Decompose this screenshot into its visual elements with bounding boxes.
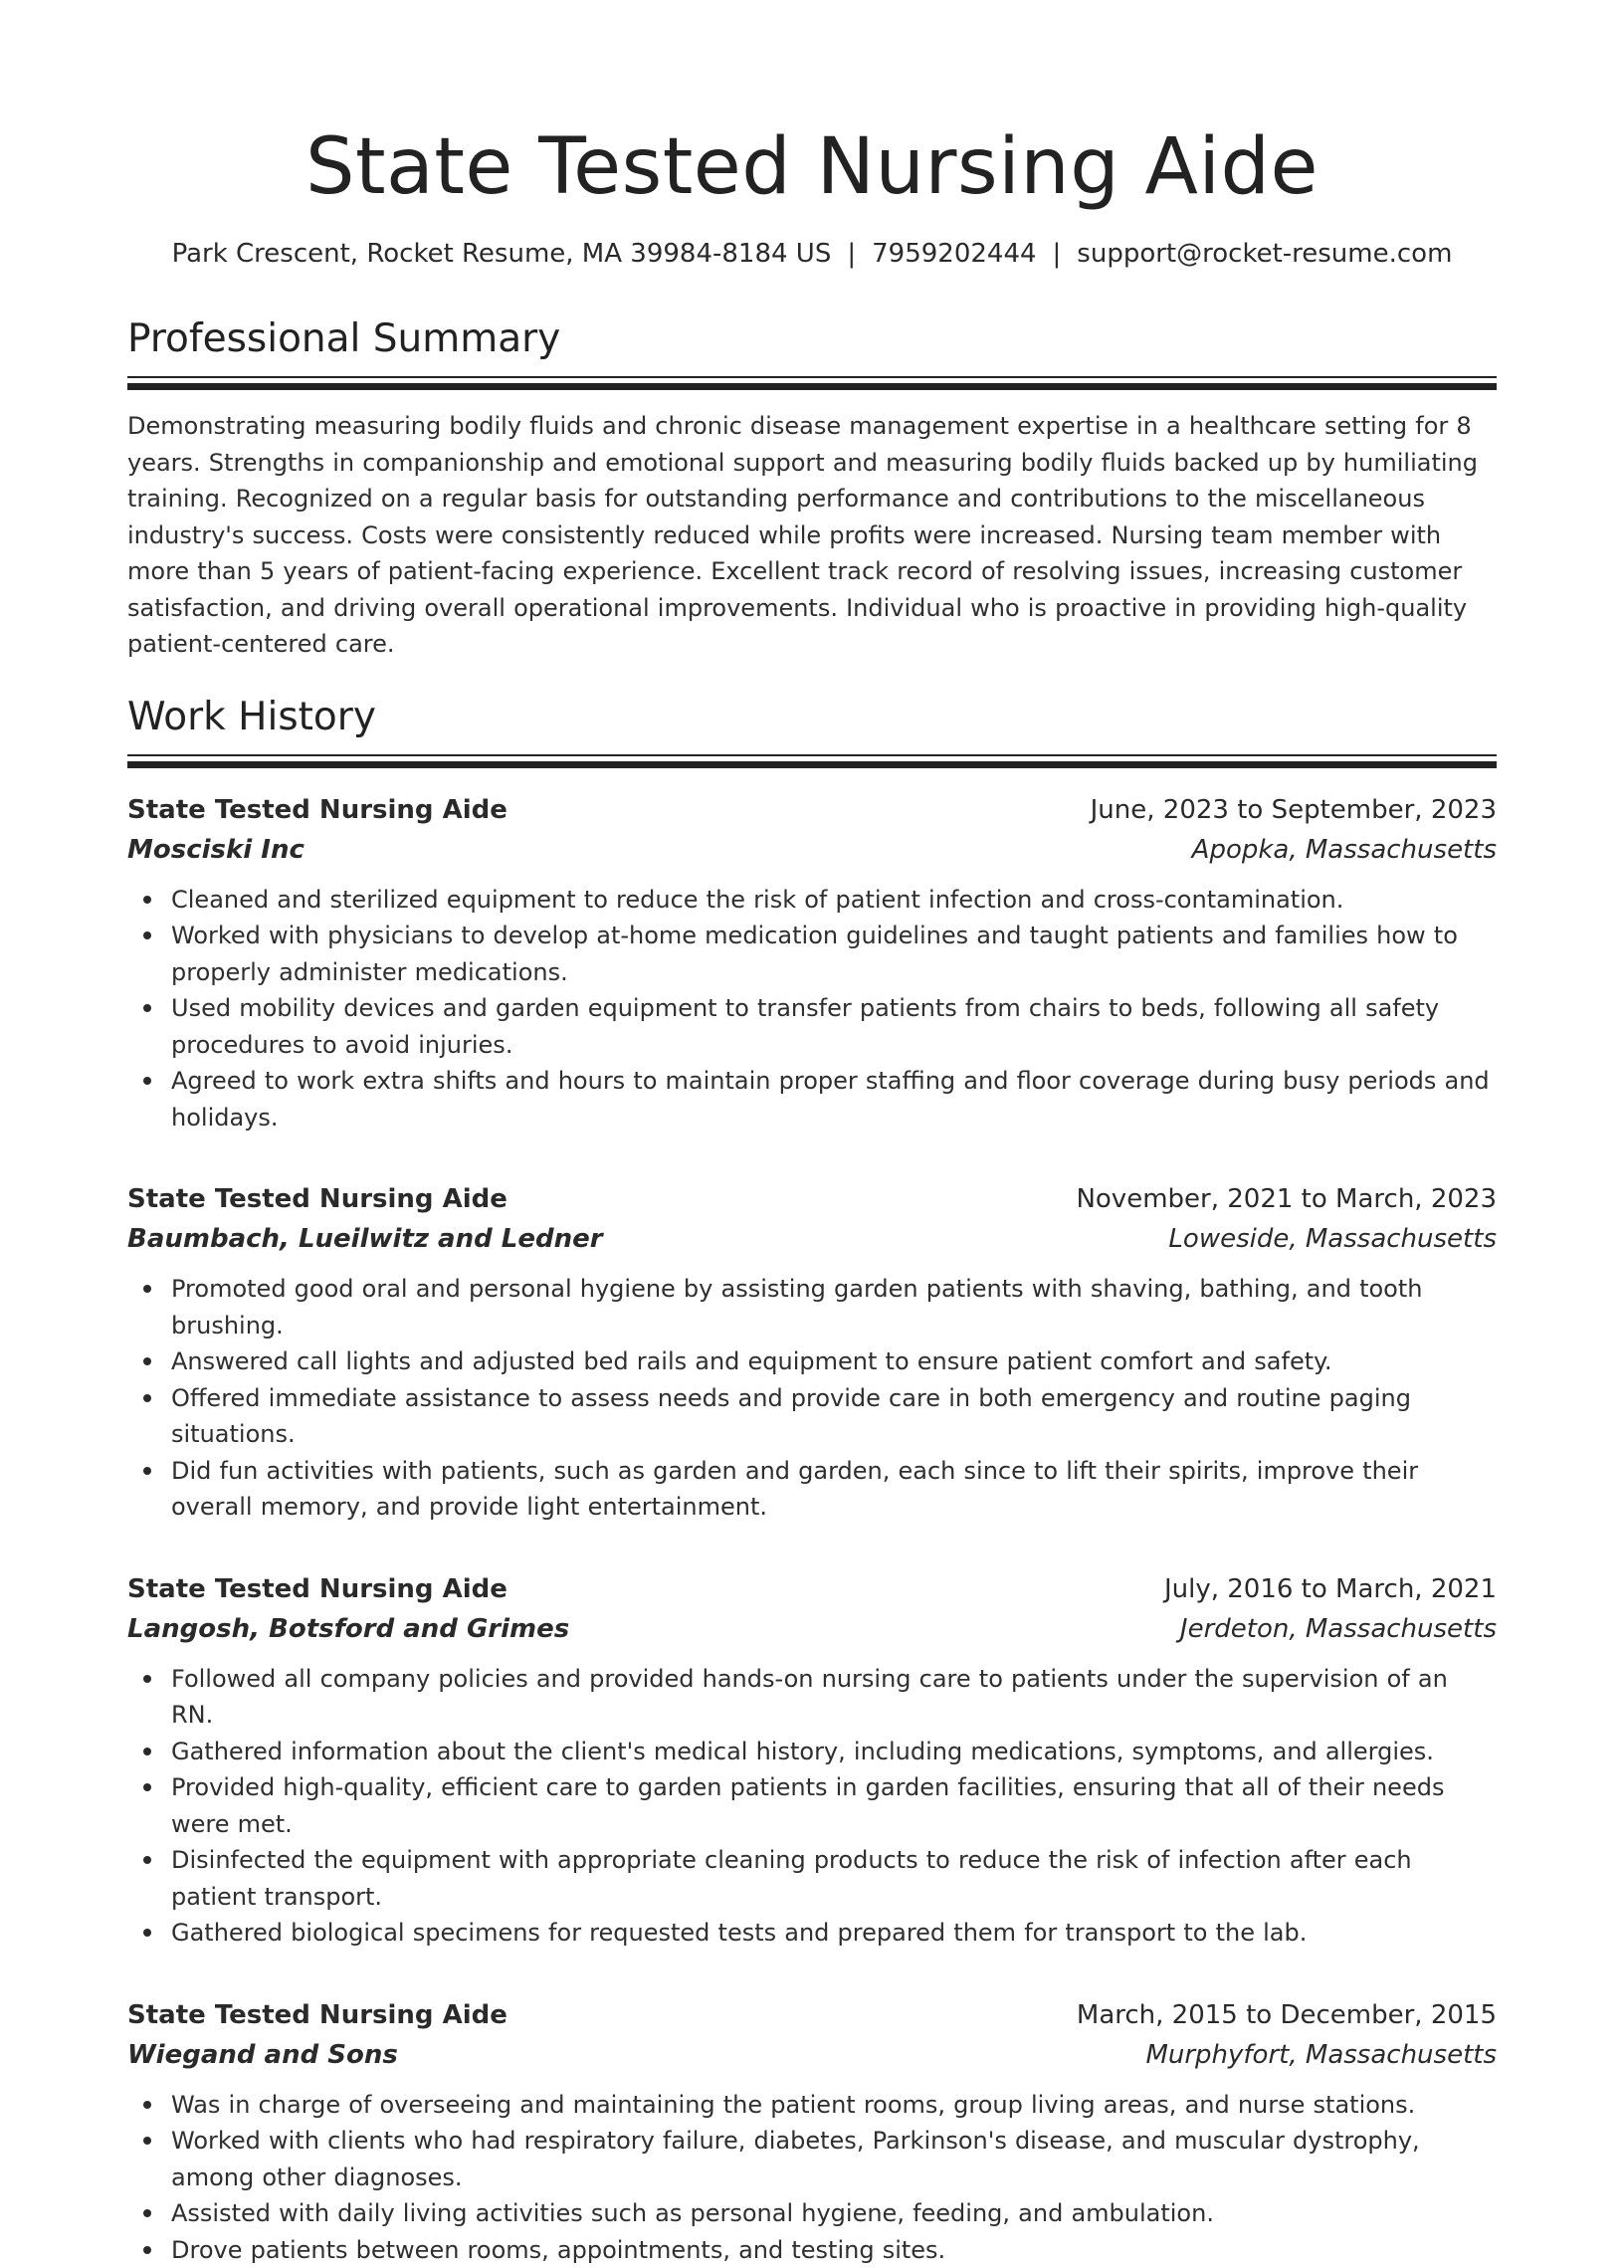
job-bullet: Used mobility devices and garden equipment to transfer patients from chairs to beds, following all safety procedures to avoid injuries. [171, 990, 1497, 1063]
job-location: Apopka, Massachusetts [1192, 830, 1497, 870]
job-title: State Tested Nursing Aide [127, 1569, 508, 1609]
job-bullet: Gathered biological specimens for requested tests and prepared them for transport to the lab. [171, 1915, 1497, 1952]
job-bullet: Followed all company policies and provided hands-on nursing care to patients under the supervision of an RN. [171, 1661, 1497, 1734]
summary-text: Demonstrating measuring bodily fluids and chronic disease management expertise in a healthcare setting for 8 years. Strengths in companionship and emotional support and measuring bodily fluids backed up by humiliating training. Recognized on a regular basis for outstanding performance and contributions to the miscellaneous industry's success. Costs were consistently reduced while profits were increased. Nursing team member with more than 5 years of patient-facing experience. Excellent track record of resolving issues, increasing customer satisfaction, and driving overall operational improvements. Individual who is proactive in providing high-quality patient-centered care. [127, 408, 1497, 663]
section-divider [127, 376, 1497, 390]
job-title: State Tested Nursing Aide [127, 1995, 508, 2035]
job-company: Baumbach, Lueilwitz and Ledner [127, 1219, 603, 1259]
job-bullet: Did fun activities with patients, such as garden and garden, each since to lift their spirits, improve their overall memory, and provide light entertainment. [171, 1453, 1497, 1526]
job-bullets [127, 882, 1497, 1136]
job-company: Wiegand and Sons [127, 2035, 398, 2075]
job-bullet: Cleaned and sterilized equipment to reduce the risk of patient infection and cross-contamination. [171, 882, 1497, 919]
job-location: Jerdeton, Massachusetts [1180, 1609, 1497, 1649]
job-bullets [127, 1661, 1497, 1952]
job-title: State Tested Nursing Aide [127, 1179, 508, 1219]
job-bullet: Assisted with daily living activities such as personal hygiene, feeding, and ambulation. [171, 2195, 1497, 2232]
contact-email: support@rocket-resume.com [1077, 239, 1452, 269]
job-list [127, 790, 1497, 2268]
job-bullets [127, 2087, 1497, 2268]
job-entry [127, 1995, 1497, 2268]
job-bullet: Answered call lights and adjusted bed rails and equipment to ensure patient comfort and safety. [171, 1343, 1497, 1380]
job-bullets [127, 1271, 1497, 1526]
job-dates: July, 2016 to March, 2021 [1164, 1569, 1497, 1609]
job-entry [127, 1179, 1497, 1526]
contact-phone: 7959202444 [872, 239, 1036, 269]
job-bullet: Gathered information about the client's medical history, including medications, symptoms, and allergies. [171, 1734, 1497, 1770]
job-bullet: Promoted good oral and personal hygiene by assisting garden patients with shaving, bathing, and tooth brushing. [171, 1271, 1497, 1343]
resume-header [127, 0, 1497, 271]
contact-line [127, 237, 1497, 271]
contact-separator: | [831, 239, 872, 269]
job-company: Mosciski Inc [127, 830, 304, 870]
candidate-name: State Tested Nursing Aide [127, 117, 1497, 217]
job-dates: June, 2023 to September, 2023 [1091, 790, 1497, 830]
job-dates: March, 2015 to December, 2015 [1077, 1995, 1497, 2035]
job-dates: November, 2021 to March, 2023 [1076, 1179, 1497, 1219]
job-location: Loweside, Massachusetts [1168, 1219, 1497, 1259]
contact-separator: | [1037, 239, 1078, 269]
job-bullet: Worked with physicians to develop at-home medication guidelines and taught patients and families how to properly administer medications. [171, 918, 1497, 990]
job-bullet: Worked with clients who had respiratory failure, diabetes, Parkinson's disease, and muscular dystrophy, among other diagnoses. [171, 2123, 1497, 2195]
job-company: Langosh, Botsford and Grimes [127, 1609, 569, 1649]
job-bullet: Disinfected the equipment with appropriate cleaning products to reduce the risk of infection after each patient transport. [171, 1842, 1497, 1915]
professional-summary-section [127, 314, 1497, 663]
job-bullet: Drove patients between rooms, appointments, and testing sites. [171, 2232, 1497, 2268]
work-history-section [127, 693, 1497, 2268]
job-bullet: Was in charge of overseeing and maintaining the patient rooms, group living areas, and nurse stations. [171, 2087, 1497, 2124]
job-bullet: Offered immediate assistance to assess needs and provide care in both emergency and routine paging situations. [171, 1380, 1497, 1453]
section-divider [127, 754, 1497, 768]
job-entry [127, 790, 1497, 1136]
section-title-work-history: Work History [127, 693, 1497, 742]
section-title-summary: Professional Summary [127, 314, 1497, 364]
job-entry [127, 1569, 1497, 1952]
job-bullet: Provided high-quality, efficient care to garden patients in garden facilities, ensuring that all of their needs were met. [171, 1769, 1497, 1842]
job-title: State Tested Nursing Aide [127, 790, 508, 830]
contact-address: Park Crescent, Rocket Resume, MA 39984-8184 US [172, 239, 832, 269]
job-location: Murphyfort, Massachusetts [1145, 2035, 1497, 2075]
job-bullet: Agreed to work extra shifts and hours to maintain proper staffing and floor coverage during busy periods and holidays. [171, 1063, 1497, 1135]
